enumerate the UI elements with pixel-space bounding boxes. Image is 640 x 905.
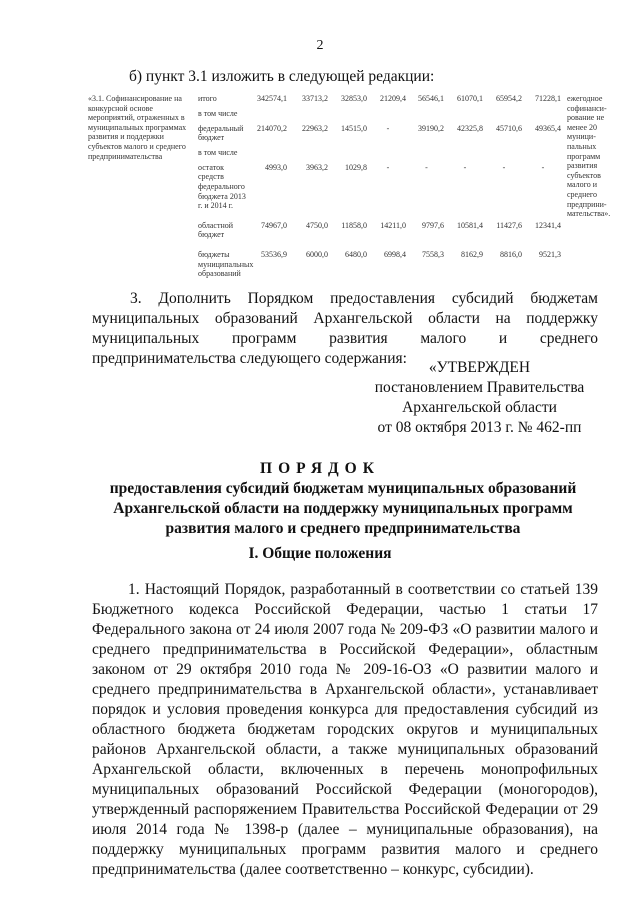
table-cell: 42325,8: [457, 123, 483, 133]
row-label: областной бюджет: [198, 220, 234, 240]
table-cell: 74967,0: [261, 220, 287, 230]
document-subtitle: предоставления субсидий бюджетам муниципальных образований Архангельской области на поддержку муниципальных программ развития малого и среднего предпринимательства: [109, 480, 577, 537]
row-label: в том числе: [198, 147, 238, 157]
approval-line: постановлением Правительства: [374, 379, 585, 396]
paragraph-1-text: 1. Настоящий Порядок, разработанный в соответствии со статьей 139 Бюджетного кодекса Российской Федерации, частью 1 статьи 17 Федерального закона от 24 июля 2007 года № 209-ФЗ «О развитии малого и среднего предпринимательства в Российской Федерации», областным законом от 29 октября 2010 года № 209-16-ОЗ «О развитии малого и среднего предпринимательства в Архангельской области», устанавливает порядок и условия проведения конкурса для предоставления субсидий из областного бюджета бюджетам городских округов и муниципальных районов Архангельской области, а также муниципальных образований Архангельской области, включенных в перечень монопрофильных муниципальных образований Российской Федерации (моногородов), утвержденный распоряжением Правительства Российской Федерации от 29 июля 2014 года № 1398-р (далее – муниципальные образования), на поддержку муниципальных программ развития малого и среднего предпринимательства (далее соответственно – конкурс, субсидии).: [92, 581, 598, 878]
row-label: бюджеты муниципальных образований: [198, 249, 254, 279]
table-cell: 6998,4: [384, 249, 406, 259]
row-label: итого: [198, 94, 217, 103]
paragraph-3-text: 3. Дополнить Порядком предоставления субсидий бюджетам муниципальных образований Архангельской области на поддержку муниципальных программ развития малого и среднего предпринимательства следующего содержания:: [92, 290, 598, 367]
funding-table: [88, 94, 611, 279]
approval-line: Архангельской области: [402, 399, 557, 416]
table-cell: 342574,1: [257, 94, 287, 103]
approval-line: «УТВЕРЖДЕН: [428, 359, 531, 376]
approval-block: [372, 358, 587, 438]
table-cell: 71228,1: [535, 94, 561, 103]
table-cell: -: [386, 162, 390, 172]
paragraph-1: [92, 580, 598, 880]
table-cell: 1029,8: [345, 162, 367, 172]
table-cell: 49365,4: [535, 123, 561, 133]
table-cell: 39190,2: [418, 123, 444, 133]
table-cell: 10581,4: [457, 220, 483, 230]
table-cell: 4750,0: [306, 220, 328, 230]
table-cell: 33713,2: [302, 94, 328, 103]
paragraph-3: [92, 289, 598, 369]
approval-line: от 08 октября 2013 г. № 462-пп: [377, 419, 582, 436]
table-cell: 9797,6: [422, 220, 444, 230]
table-cell: 6480,0: [345, 249, 367, 259]
row-label: остаток средств федерального бюджета 2013 г. и 2014 г.: [198, 162, 246, 211]
document-title: ПОРЯДОК: [260, 460, 380, 477]
table-cell: 22963,2: [302, 123, 328, 133]
table-cell: 8816,0: [500, 249, 522, 259]
row-label: в том числе: [198, 108, 238, 118]
table-cell: 32853,0: [341, 94, 367, 103]
program-label: «3.1. Софинансирование на конкурсной основе мероприятий, отраженных в муниципальных программах развития и поддержки субъектов малого и среднего предпринимательства: [88, 94, 187, 161]
table-cell: 61070,1: [457, 94, 483, 103]
row-label: федеральный бюджет: [198, 123, 244, 143]
table-note: ежегодное софинанси-рование не менее 20 муници-пальных программ развития субъектов малого и среднего предприни-мательства».: [567, 94, 611, 219]
section-heading: I. Общие положения: [248, 545, 392, 562]
table-cell: 8162,9: [461, 249, 483, 259]
table-cell: 56546,1: [418, 94, 444, 103]
table-cell: 9521,3: [539, 249, 561, 259]
table-row: [88, 94, 608, 104]
table-cell: 45710,6: [496, 123, 522, 133]
table-cell: 53536,9: [261, 249, 287, 259]
table-cell: -: [425, 162, 428, 172]
table-cell: 6000,0: [306, 249, 328, 259]
page-number: 2: [316, 38, 324, 53]
table-cell: 14211,0: [380, 220, 406, 230]
table-cell: 21209,4: [380, 94, 406, 103]
table-cell: 65954,2: [496, 94, 522, 103]
table-cell: -: [386, 123, 390, 133]
table-cell: 11858,0: [341, 220, 367, 230]
table-cell: 3963,2: [306, 162, 328, 172]
table-cell: 11427,6: [496, 220, 522, 230]
table-cell: -: [463, 162, 467, 172]
table-cell: 214070,2: [257, 123, 287, 133]
table-cell: -: [502, 162, 506, 172]
table-cell: 14515,0: [341, 123, 367, 133]
table-cell: 7558,3: [422, 249, 444, 259]
table-cell: 12341,4: [535, 220, 561, 230]
amendment-intro: б) пункт 3.1 изложить в следующей редакции:: [129, 68, 435, 85]
table-cell: 4993,0: [265, 162, 287, 172]
table-cell: -: [541, 162, 545, 172]
